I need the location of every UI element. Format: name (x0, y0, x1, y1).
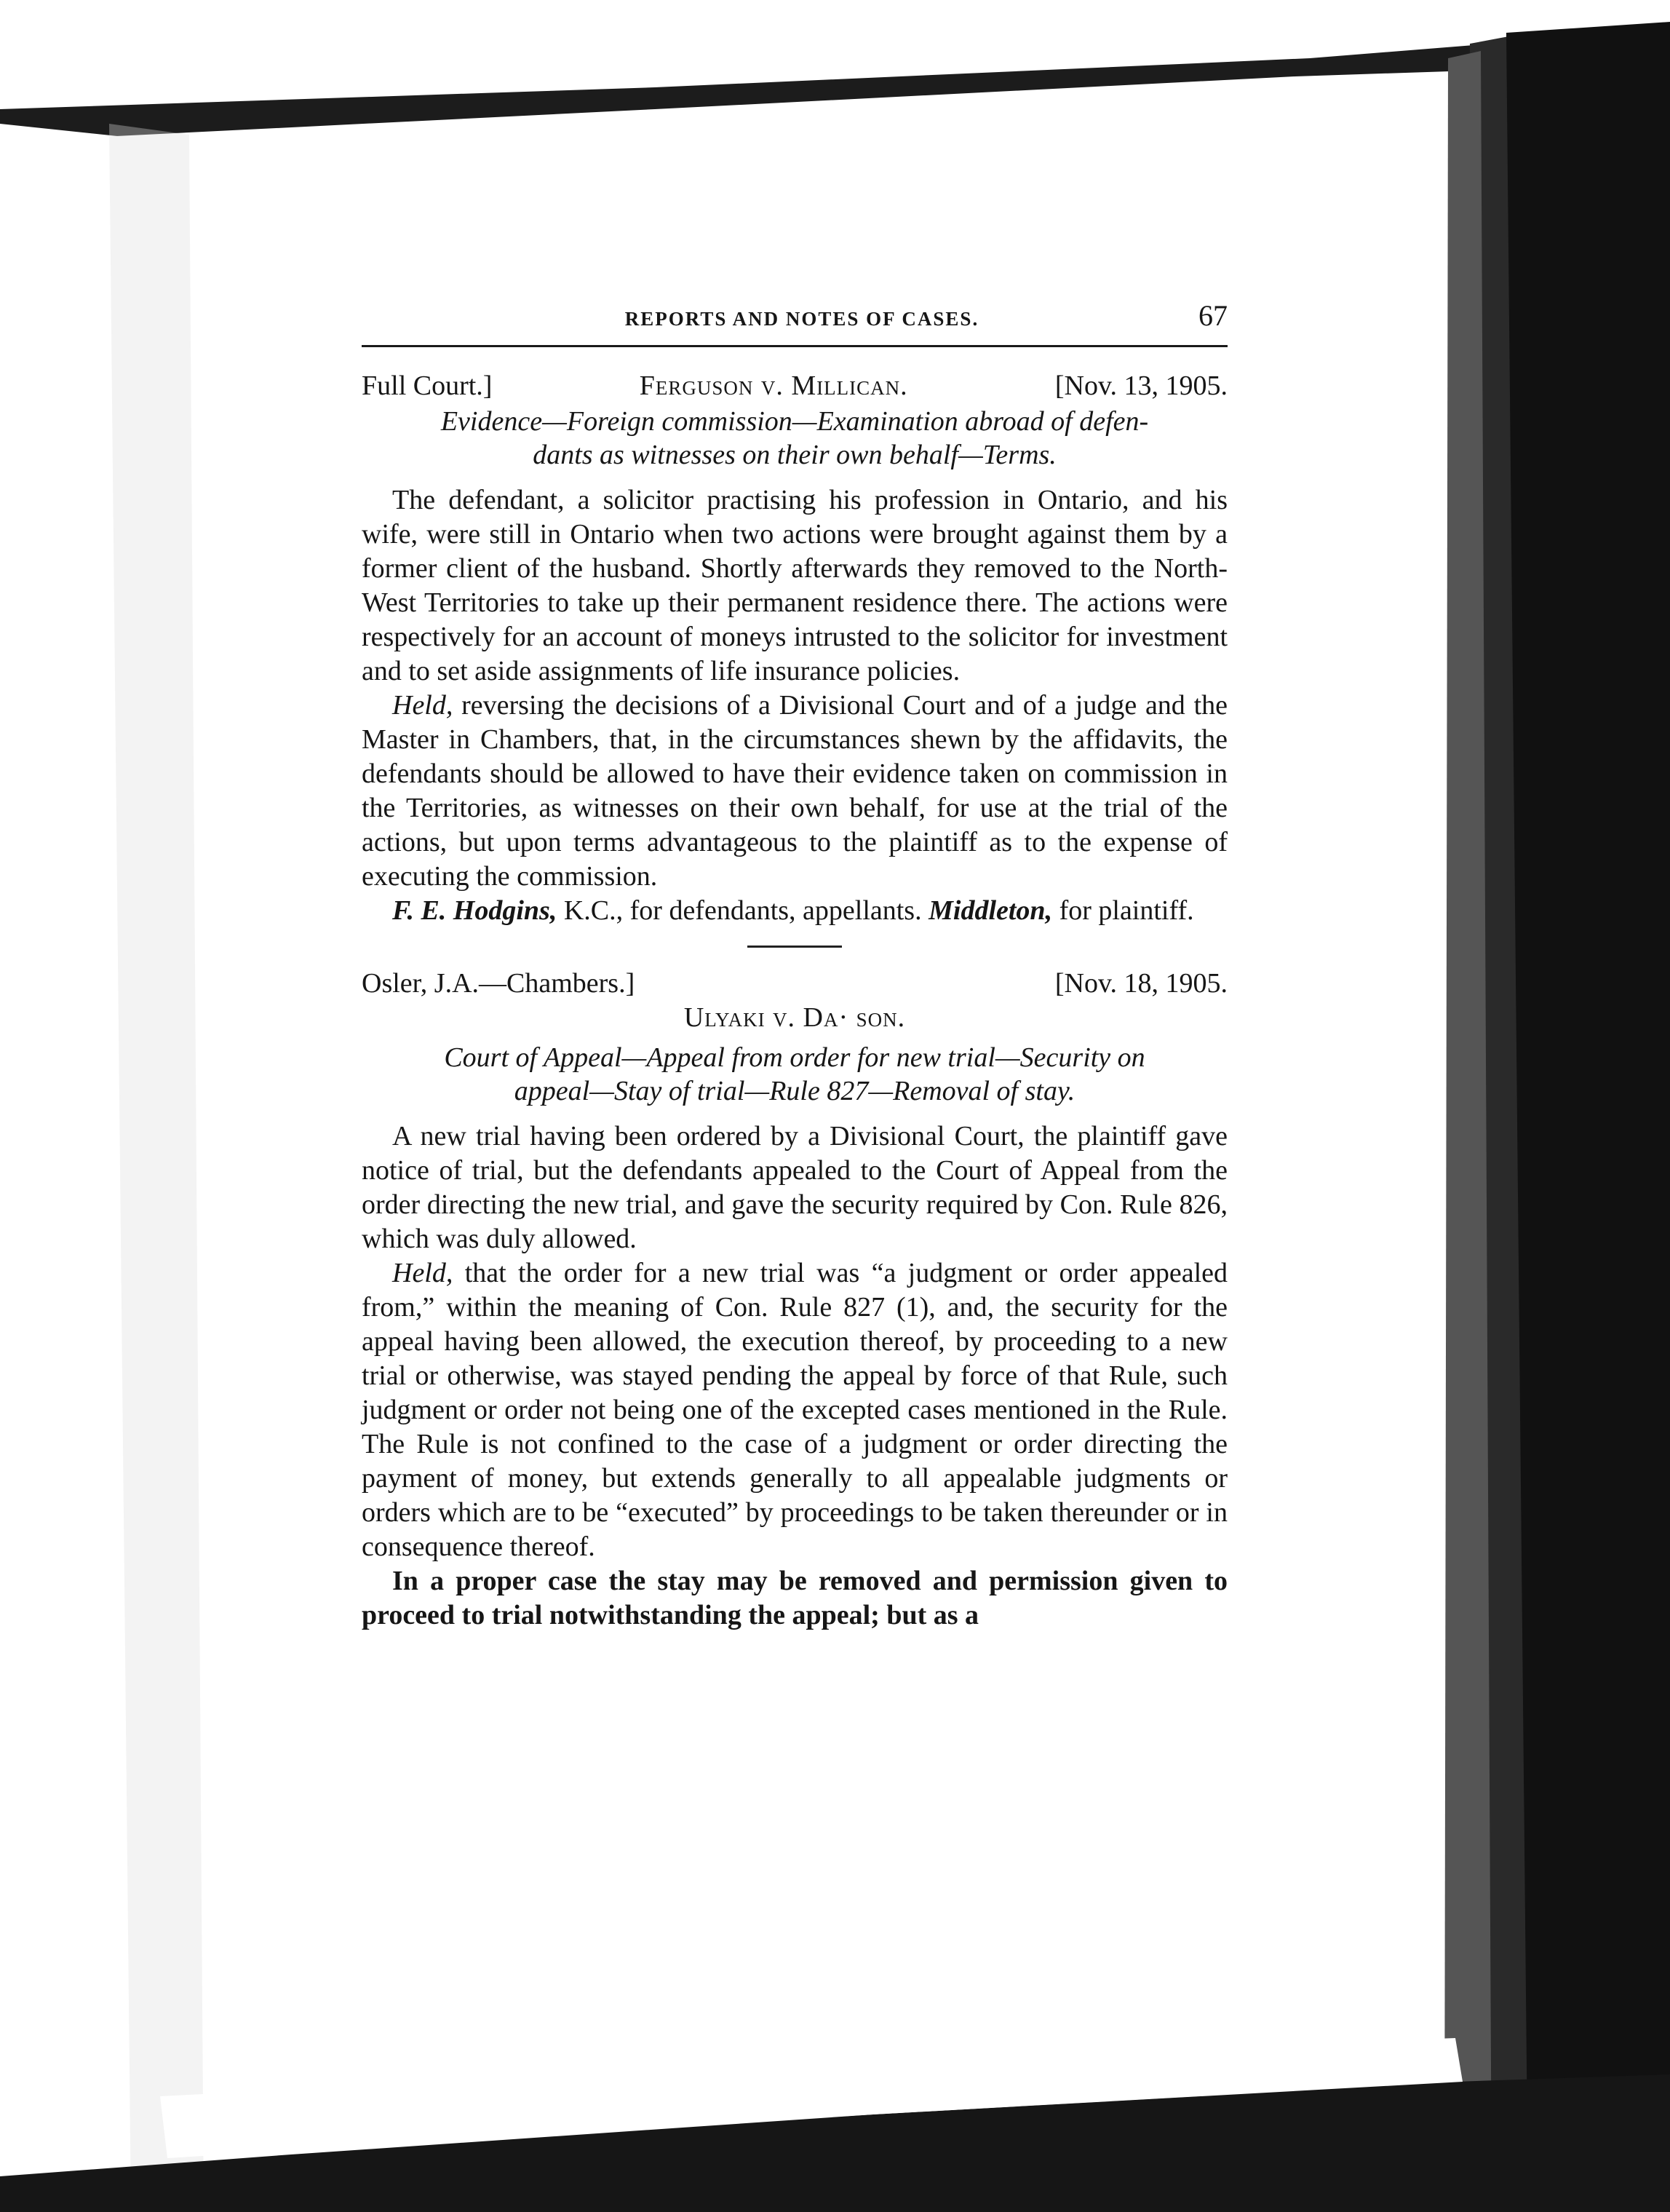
case1-counsel-text1: K.C., for defendants, appellants. (557, 895, 929, 926)
case2-parties: Ulyaki v. Da· son. (683, 1002, 906, 1033)
case1-headnote-line1: Evidence—Foreign commission—Examination abroad of defen- (440, 406, 1149, 437)
case1-counsel-name1: F. E. Hodgins, (392, 895, 557, 926)
case1-headnote (362, 405, 1228, 472)
case1-parties: Ferguson v. Millican. (639, 370, 908, 401)
case2-held-paragraph (362, 1256, 1228, 1564)
case-divider (747, 946, 842, 948)
case2-held-text: that the order for a new trial was “a judgment or order appealed from,” within the meaning of Con. Rule 827 (1), and, the security for the appeal having been allowed, the execution thereof, by proceeding to a new trial or otherwise, was stayed pending the appeal by force of that Rule, such judgment or order not being one of the excepted cases mentioned in the Rule. The Rule is not confined to the case of a judgment or order directing the payment of money, but extends generally to all appealable judgments or orders which are to be “executed” by proceedings to be taken thereunder or in consequence thereof. (362, 1258, 1228, 1562)
case1-facts-paragraph: The defendant, a solicitor practising his profession in Ontario, and his wife, were still in Ontario when two actions were brought against them by a former client of the husband. Shortly afterwards they removed to the North-West Territories to take up their permanent residence there. The actions were respectively for an account of moneys intrusted to the solicitor for investment and to set aside assignments of life insurance policies. (362, 485, 1228, 686)
case2-headnote (362, 1041, 1228, 1108)
case1-headnote-line2: dants as witnesses on their own behalf—Terms. (533, 440, 1057, 470)
case1-counsel-name2: Middleton, (929, 895, 1053, 926)
case1-heading-line (362, 369, 1228, 403)
case1-court: Full Court.] (362, 370, 493, 401)
case1-counsel-paragraph (362, 894, 1228, 928)
case1-date: [Nov. 13, 1905. (1054, 370, 1228, 401)
case1-held-paragraph (362, 689, 1228, 894)
running-head (362, 298, 1228, 347)
case2-facts-paragraph: A new trial having been ordered by a Divisional Court, the plaintiff gave notice of trial, but the defendants appealed to the Court of Appeal from the order directing the new trial, and gave the security required by Con. Rule 826, which was duly allowed. (362, 1121, 1228, 1254)
page-number: 67 (1198, 299, 1228, 332)
case2-date: [Nov. 18, 1905. (1054, 968, 1228, 999)
case1-held-text: reversing the decisions of a Divisional Court and of a judge and the Master in Chambers, that, in the circumstances shewn by the affidavits, the defendants should be allowed to have their evidence taken on commission in the Territories, as witnesses on their own behalf, for use at the trial of the actions, but upon terms advantageous to the plaintiff as to the expense of executing the commission. (362, 690, 1228, 892)
case1-counsel-text2: for plaintiff. (1052, 895, 1194, 926)
case2-held-word: Held, (392, 1258, 453, 1288)
case2-court: Osler, J.A.—Chambers.] (362, 968, 635, 999)
page-text-body (362, 298, 1228, 1633)
case2-stay-paragraph: In a proper case the stay may be removed and permission given to proceed to trial notwithstanding the appeal; but as a (362, 1566, 1228, 1630)
running-title: REPORTS AND NOTES OF CASES. (624, 308, 979, 330)
case2-headnote-line1: Court of Appeal—Appeal from order for new trial—Security on (444, 1042, 1145, 1073)
case2-headnote-line2: appeal—Stay of trial—Rule 827—Removal of stay. (514, 1076, 1075, 1106)
case2-heading-line (362, 967, 1228, 1001)
case1-held-word: Held, (392, 690, 453, 721)
